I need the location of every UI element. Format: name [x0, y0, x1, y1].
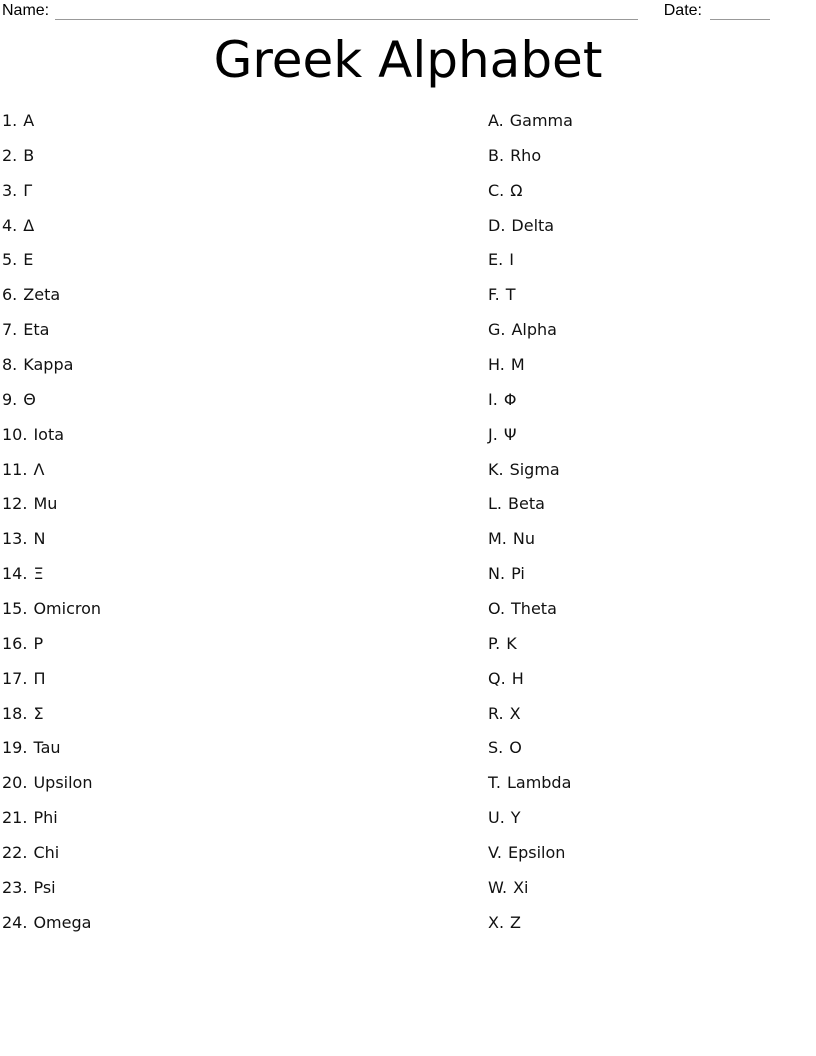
answer-item — [488, 112, 808, 147]
question-number: 23. — [2, 877, 28, 897]
question-item — [2, 739, 472, 774]
answer-item — [488, 321, 808, 356]
answer-letter: O. — [488, 599, 506, 619]
question-item — [2, 705, 472, 740]
answer-text: Nu — [512, 529, 535, 549]
question-item — [2, 844, 472, 879]
answer-item — [488, 635, 808, 670]
date-blank-line[interactable] — [710, 2, 770, 20]
question-text: Omega — [33, 912, 92, 932]
question-number: 11. — [2, 459, 28, 479]
answer-item — [488, 705, 808, 740]
question-text: Mu — [33, 494, 58, 514]
answer-letter: I. — [488, 389, 498, 409]
answers-column — [488, 112, 808, 949]
answer-text: Beta — [508, 494, 545, 514]
question-number: 9. — [2, 389, 18, 409]
answer-text: Alpha — [511, 320, 557, 340]
question-number: 21. — [2, 808, 28, 828]
answer-letter: X. — [488, 912, 505, 932]
question-text: Psi — [33, 877, 56, 897]
question-text: Ε — [23, 250, 34, 270]
question-item — [2, 530, 472, 565]
answer-item — [488, 914, 808, 949]
answer-text: Η — [511, 668, 524, 688]
answer-letter: S. — [488, 738, 504, 758]
question-text: Eta — [23, 320, 50, 340]
answer-letter: B. — [488, 145, 505, 165]
answer-text: Rho — [510, 145, 542, 165]
answer-letter: F. — [488, 285, 500, 305]
question-number: 14. — [2, 564, 28, 584]
question-text: Omicron — [33, 599, 102, 619]
answer-letter: V. — [488, 843, 502, 863]
answer-letter: U. — [488, 808, 505, 828]
answer-item — [488, 879, 808, 914]
name-label: Name: — [2, 2, 50, 19]
answer-item — [488, 147, 808, 182]
question-item — [2, 565, 472, 600]
answer-letter: N. — [488, 564, 506, 584]
question-number: 20. — [2, 773, 28, 793]
question-number: 1. — [2, 111, 18, 130]
question-text: Δ — [23, 215, 35, 235]
answer-letter: A. — [488, 111, 504, 130]
question-number: 15. — [2, 599, 28, 619]
answer-item — [488, 356, 808, 391]
question-text: Π — [33, 668, 46, 688]
question-item — [2, 356, 472, 391]
question-text: Chi — [33, 843, 60, 863]
question-number: 3. — [2, 180, 18, 200]
question-text: Γ — [23, 180, 33, 200]
answer-text: Χ — [509, 703, 521, 723]
question-text: Λ — [33, 459, 45, 479]
answer-letter: K. — [488, 459, 504, 479]
answer-text: Μ — [510, 355, 525, 375]
question-item — [2, 391, 472, 426]
answer-letter: M. — [488, 529, 507, 549]
question-number: 4. — [2, 215, 18, 235]
answer-text: Delta — [511, 215, 555, 235]
question-number: 13. — [2, 529, 28, 549]
question-number: 8. — [2, 355, 18, 375]
answer-item — [488, 774, 808, 809]
answer-letter: J. — [488, 424, 498, 444]
question-number: 18. — [2, 703, 28, 723]
question-text: Zeta — [23, 285, 61, 305]
question-text: Iota — [33, 424, 65, 444]
question-item — [2, 879, 472, 914]
answer-item — [488, 391, 808, 426]
question-item — [2, 461, 472, 496]
question-number: 22. — [2, 843, 28, 863]
question-text: Α — [23, 111, 35, 130]
answer-item — [488, 809, 808, 844]
question-item — [2, 251, 472, 286]
answer-item — [488, 600, 808, 635]
answer-item — [488, 530, 808, 565]
answer-text: Gamma — [509, 111, 573, 130]
answer-letter: H. — [488, 355, 505, 375]
answer-text: Ψ — [503, 424, 517, 444]
page-title: Greek Alphabet — [213, 31, 603, 89]
question-item — [2, 217, 472, 252]
question-number: 6. — [2, 285, 18, 305]
question-number: 19. — [2, 738, 28, 758]
question-item — [2, 670, 472, 705]
question-number: 2. — [2, 145, 18, 165]
question-item — [2, 635, 472, 670]
answer-letter: C. — [488, 180, 505, 200]
answer-text: Ι — [509, 250, 514, 270]
answer-text: Ο — [509, 738, 522, 758]
question-item — [2, 182, 472, 217]
answer-item — [488, 844, 808, 879]
question-item — [2, 914, 472, 949]
answer-letter: T. — [488, 773, 501, 793]
question-item — [2, 286, 472, 321]
answer-letter: G. — [488, 320, 506, 340]
question-item — [2, 809, 472, 844]
question-item — [2, 600, 472, 635]
questions-column — [2, 112, 472, 949]
answer-text: Υ — [510, 808, 521, 828]
question-item — [2, 426, 472, 461]
answer-item — [488, 217, 808, 252]
question-text: Ν — [33, 529, 46, 549]
question-item — [2, 147, 472, 182]
question-number: 5. — [2, 250, 18, 270]
answer-text: Lambda — [506, 773, 572, 793]
question-item — [2, 112, 472, 147]
answer-text: Φ — [503, 389, 517, 409]
answer-item — [488, 426, 808, 461]
question-text: Ρ — [33, 633, 44, 653]
date-label: Date: — [663, 2, 702, 19]
answer-letter: L. — [488, 494, 502, 514]
answer-item — [488, 251, 808, 286]
worksheet-header — [2, 2, 770, 20]
answer-text: Κ — [506, 633, 517, 653]
question-text: Θ — [23, 389, 36, 409]
answer-item — [488, 565, 808, 600]
answer-text: Τ — [505, 285, 516, 305]
answer-text: Xi — [513, 877, 529, 897]
answer-letter: D. — [488, 215, 506, 235]
question-number: 24. — [2, 912, 28, 932]
question-text: Ξ — [33, 564, 44, 584]
question-number: 10. — [2, 424, 28, 444]
question-number: 12. — [2, 494, 28, 514]
question-text: Kappa — [23, 355, 74, 375]
question-number: 16. — [2, 633, 28, 653]
question-text: Phi — [33, 808, 58, 828]
answer-text: Epsilon — [507, 843, 566, 863]
question-item — [2, 321, 472, 356]
answer-text: Theta — [511, 599, 557, 619]
answer-item — [488, 739, 808, 774]
question-number: 17. — [2, 668, 28, 688]
answer-letter: W. — [488, 877, 508, 897]
question-text: Σ — [33, 703, 44, 723]
answer-item — [488, 182, 808, 217]
question-item — [2, 774, 472, 809]
answer-item — [488, 670, 808, 705]
answer-letter: P. — [488, 633, 501, 653]
answer-item — [488, 286, 808, 321]
name-blank-line[interactable] — [55, 2, 638, 20]
answer-text: Pi — [511, 564, 525, 584]
answer-text: Sigma — [509, 459, 560, 479]
question-item — [2, 495, 472, 530]
answer-letter: R. — [488, 703, 504, 723]
answer-item — [488, 495, 808, 530]
question-text: Β — [23, 145, 35, 165]
question-text: Tau — [33, 738, 61, 758]
answer-text: Ζ — [510, 912, 522, 932]
answer-text: Ω — [510, 180, 523, 200]
answer-letter: Q. — [488, 668, 506, 688]
question-text: Upsilon — [33, 773, 93, 793]
answer-item — [488, 461, 808, 496]
question-number: 7. — [2, 320, 18, 340]
answer-letter: E. — [488, 250, 504, 270]
